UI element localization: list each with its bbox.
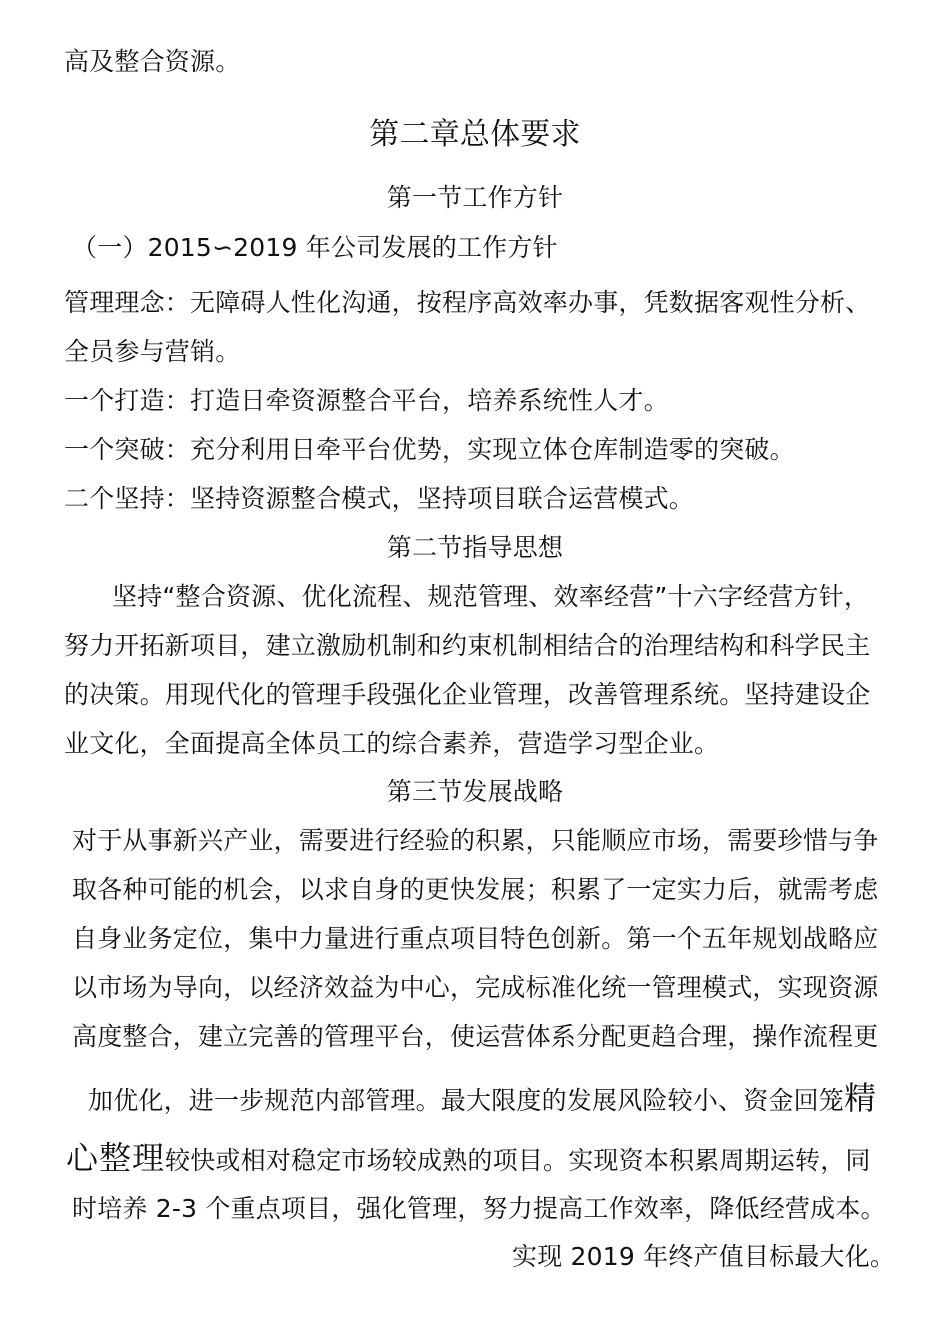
strategy-paragraph-line-3: 自身业务定位，集中力量进行重点项目特色创新。第一个五年规划战略应 — [72, 924, 879, 953]
paragraph-management-line-1: 管理理念：无障碍人性化沟通，按程序高效率办事，凭数据客观性分析、 — [64, 288, 871, 317]
item-one-create: 一个打造：打造日牵资源整合平台，培养系统性人才。 — [64, 386, 669, 415]
guiding-paragraph-line-2: 努力开拓新项目，建立激励机制和约束机制相结合的治理结构和科学民主 — [64, 631, 871, 660]
section-title-guiding-ideology: 第二节指导思想 — [386, 533, 564, 562]
strategy-paragraph-line-2: 取各种可能的机会，以求自身的更快发展；积累了一定实力后，就需考虑 — [72, 875, 879, 904]
section-title-work-policy: 第一节工作方针 — [386, 183, 564, 212]
guiding-paragraph-line-1: 坚持“整合资源、优化流程、规范管理、效率经营”十六字经营方针， — [112, 582, 870, 611]
section-title-development-strategy: 第三节发展战略 — [386, 777, 564, 806]
paragraph-management-line-2: 全员参与营销。 — [64, 337, 241, 366]
guiding-paragraph-line-3: 的决策。用现代化的管理手段强化企业管理，改善管理系统。坚持建设企 — [64, 680, 871, 709]
strategy-paragraph-line-8: 时培养 2-3 个重点项目，强化管理，努力提高工作效率，降低经营成本。 — [72, 1194, 886, 1223]
guiding-paragraph-line-4: 业文化，全面提高全体员工的综合素养，营造学习型企业。 — [64, 729, 720, 758]
subheading-work-policy: （一）2015∽2019 年公司发展的工作方针 — [72, 233, 558, 262]
chapter-title: 第二章总体要求 — [369, 117, 581, 152]
watermark-text-part-1: 精 — [844, 1079, 878, 1117]
strategy-paragraph-line-4: 以市场为导向，以经济效益为中心，完成标准化统一管理模式，实现资源 — [72, 973, 879, 1002]
watermark-text-part-2: 心整理 — [66, 1139, 166, 1177]
strategy-paragraph-line-6 — [88, 1079, 878, 1117]
strategy-paragraph-line-5: 高度整合，建立完善的管理平台，使运营体系分配更趋合理，操作流程更 — [72, 1022, 879, 1051]
strategy-line-6-text: 加优化，进一步规范内部管理。最大限度的发展风险较小、资金回笼 — [88, 1086, 845, 1115]
item-two-persist: 二个坚持：坚持资源整合模式，坚持项目联合运营模式。 — [64, 484, 695, 513]
strategy-paragraph-line-7 — [66, 1139, 871, 1177]
strategy-line-7-text: 较快或相对稳定市场较成熟的项目。实现资本积累周期运转，同 — [165, 1146, 871, 1175]
continuation-text: 高及整合资源。 — [64, 47, 241, 76]
strategy-paragraph-line-1: 对于从事新兴产业，需要进行经验的积累，只能顺应市场，需要珍惜与争 — [72, 826, 879, 855]
item-one-breakthrough: 一个突破：充分利用日牵平台优势，实现立体仓库制造零的突破。 — [64, 435, 795, 464]
strategy-closing-line: 实现 2019 年终产值目标最大化。 — [512, 1242, 896, 1271]
